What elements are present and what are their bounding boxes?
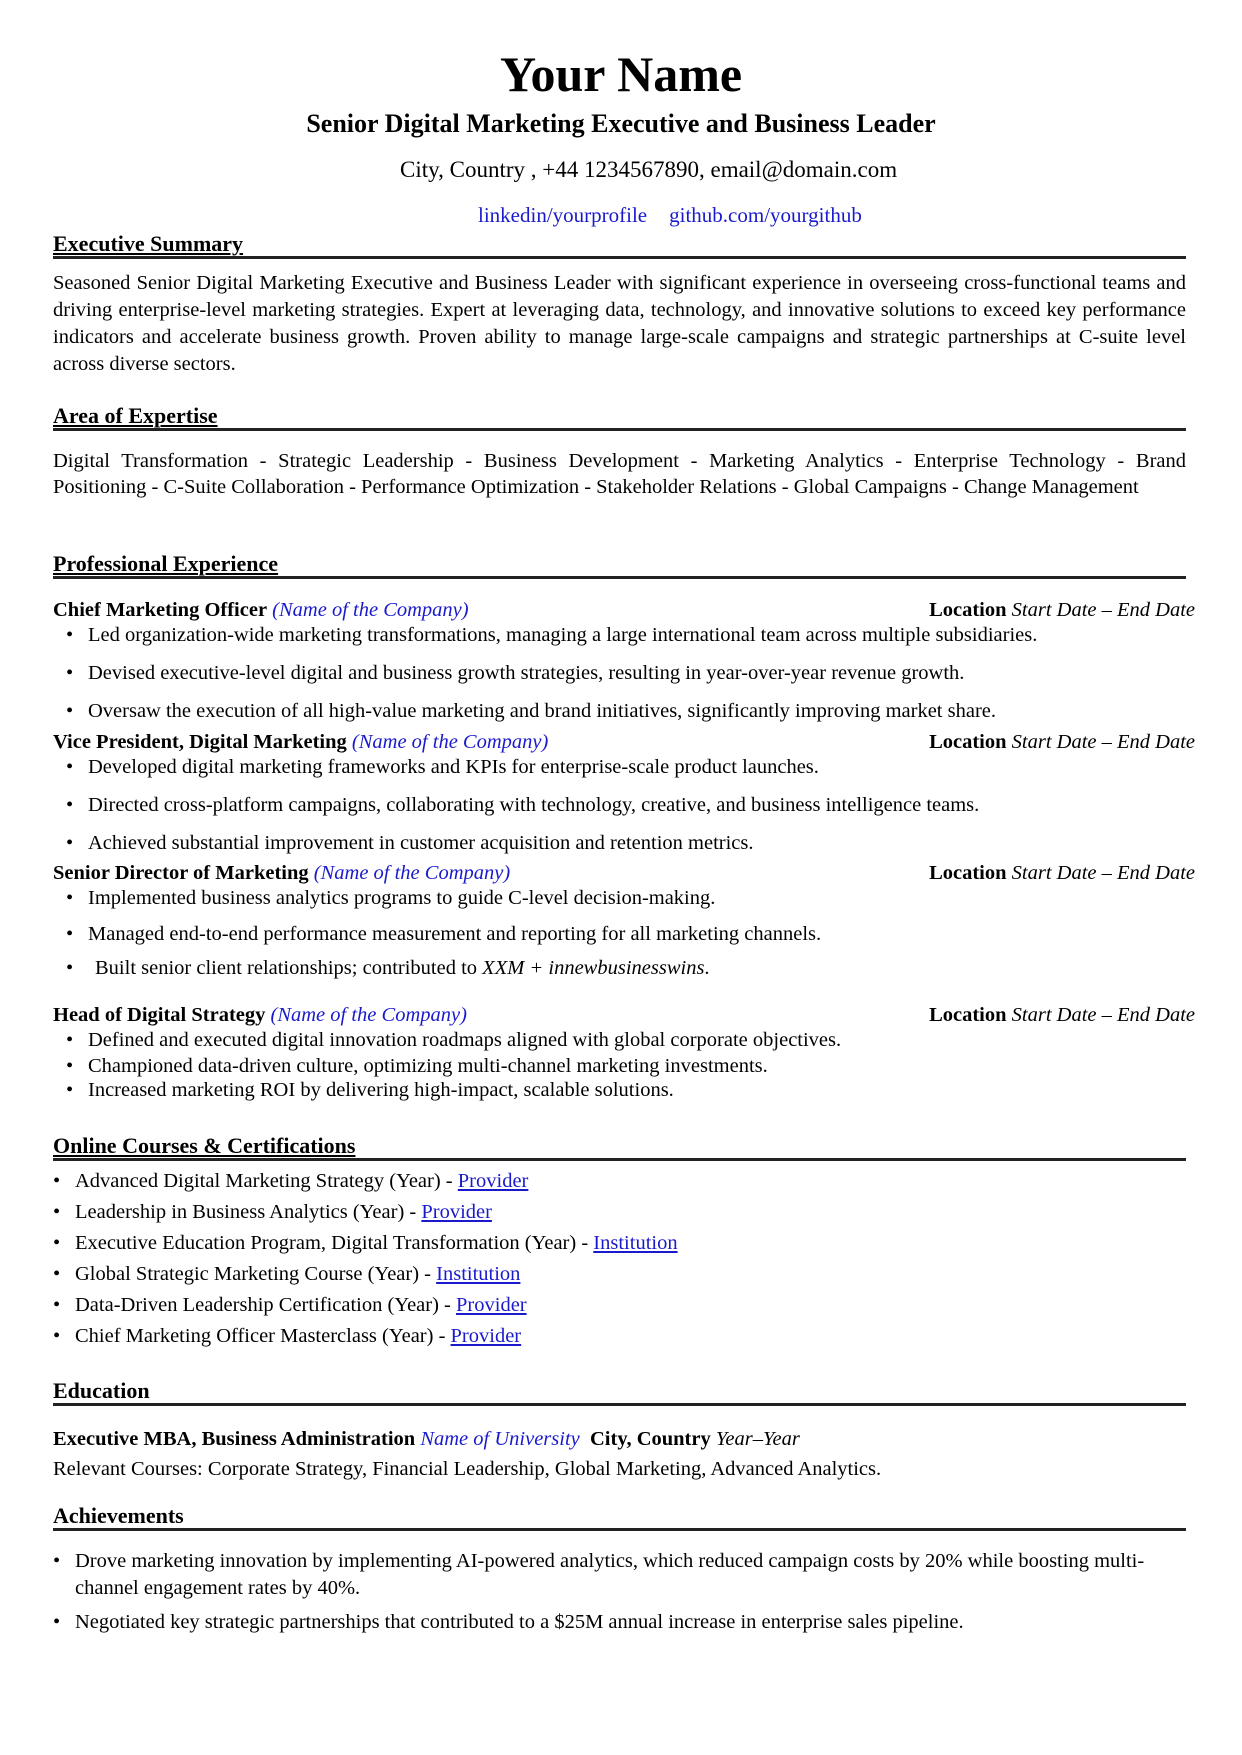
job-header: [53, 729, 1195, 755]
institution-link[interactable]: Institution: [436, 1263, 521, 1285]
resume-subtitle: Senior Digital Marketing Executive and Business Leader: [306, 109, 936, 138]
company-name: (Name of the Company): [270, 1004, 467, 1026]
education-entry: [53, 1425, 800, 1453]
education-location: City, Country: [590, 1428, 711, 1450]
job-bullet: • Developed digital marketing frameworks and KPIs for enterprise-scale product launches.: [66, 756, 819, 778]
job-bullet: • Devised executive-level digital and business growth strategies, resulting in year-over-year revenue growth.: [66, 662, 965, 684]
job-location: Location: [929, 731, 1007, 753]
job-dates: Start Date – End Date: [1011, 599, 1195, 621]
profile-links: [478, 202, 884, 228]
course-item: • Global Strategic Marketing Course (Year) - Institution: [53, 1263, 521, 1285]
course-item: • Data-Driven Leadership Certification (Year) - Provider: [53, 1294, 527, 1316]
job-title: Head of Digital Strategy: [53, 1004, 266, 1026]
job-dates: Start Date – End Date: [1011, 862, 1195, 884]
job-bullet: • Built senior client relationships; contributed to XXM + innewbusinesswins.: [66, 957, 710, 979]
contact-line: City, Country , +44 1234567890, email@domain.com: [400, 157, 898, 182]
course-item: • Leadership in Business Analytics (Year) - Provider: [53, 1201, 492, 1223]
course-item: • Advanced Digital Marketing Strategy (Year) - Provider: [53, 1170, 529, 1192]
linkedin-link[interactable]: linkedin/yourprofile: [478, 203, 648, 227]
job-title: Vice President, Digital Marketing: [53, 731, 347, 753]
company-name: (Name of the Company): [272, 599, 469, 621]
job-bullet: • Achieved substantial improvement in customer acquisition and retention metrics.: [66, 832, 754, 854]
job-bullet: • Directed cross-platform campaigns, collaborating with technology, creative, and business intelligence teams.: [66, 794, 980, 816]
provider-link[interactable]: Provider: [421, 1201, 492, 1223]
github-link[interactable]: github.com/yourgithub: [669, 203, 862, 227]
executive-summary-text: Seasoned Senior Digital Marketing Executive and Business Leader with significant experience in overseeing cross-functional teams and driving enterprise-level marketing strategies. Expert at leveraging data, technology, and innovative solutions to exceed key performance indicators and accelerate business growth. Proven ability to manage large-scale campaigns and strategic partnerships at C-suite level across diverse sectors.: [53, 272, 1186, 375]
job-bullet: • Led organization-wide marketing transformations, managing a large international team across multiple subsidiaries.: [66, 624, 1038, 646]
job-dates: Start Date – End Date: [1011, 731, 1195, 753]
job-bullet: • Championed data-driven culture, optimizing multi-channel marketing investments.: [66, 1055, 768, 1077]
provider-link[interactable]: Provider: [456, 1294, 527, 1316]
company-name: (Name of the Company): [351, 731, 549, 753]
job-header: [53, 597, 1195, 623]
job-bullet: • Managed end-to-end performance measurement and reporting for all marketing channels.: [66, 923, 822, 945]
job-title: Senior Director of Marketing: [53, 862, 309, 884]
job-location: Location: [929, 1004, 1007, 1026]
job-bullet: • Increased marketing ROI by delivering high-impact, scalable solutions.: [66, 1079, 674, 1101]
section-heading-education: Education: [53, 1379, 1186, 1406]
relevant-courses: Relevant Courses: Corporate Strategy, Financial Leadership, Global Marketing, Advanced Analytics.: [53, 1458, 882, 1480]
job-bullet: • Oversaw the execution of all high-value marketing and brand initiatives, significantly improving market share.: [66, 700, 996, 722]
job-location: Location: [929, 862, 1007, 884]
section-heading-summary: Executive Summary: [53, 232, 1186, 259]
degree: Executive MBA, Business Administration: [53, 1428, 416, 1450]
university-name: Name of University: [420, 1428, 580, 1450]
provider-link[interactable]: Provider: [457, 1170, 529, 1192]
job-header: [53, 1002, 1195, 1028]
institution-link[interactable]: Institution: [593, 1232, 678, 1254]
job-location: Location: [929, 599, 1007, 621]
company-name: (Name of the Company): [313, 862, 511, 884]
course-item: • Chief Marketing Officer Masterclass (Year) - Provider: [53, 1325, 522, 1347]
section-heading-experience: Professional Experience: [53, 552, 1186, 579]
job-bullet: • Implemented business analytics programs to guide C-level decision-making.: [66, 887, 716, 909]
section-heading-achievements: Achievements: [53, 1504, 1186, 1531]
resume-name: Your Name: [499, 46, 743, 102]
education-years: Year–Year: [715, 1428, 800, 1450]
course-item: • Executive Education Program, Digital Transformation (Year) - Institution: [53, 1232, 678, 1254]
achievement-item: • Negotiated key strategic partnerships that contributed to a $25M annual increase in enterprise sales pipeline.: [53, 1611, 964, 1633]
provider-link[interactable]: Provider: [450, 1325, 522, 1347]
job-header: [53, 860, 1195, 886]
job-bullet: • Defined and executed digital innovation roadmaps aligned with global corporate objectives.: [66, 1029, 842, 1051]
section-heading-expertise: Area of Expertise: [53, 404, 1186, 431]
job-dates: Start Date – End Date: [1011, 1004, 1195, 1026]
job-title: Chief Marketing Officer: [53, 599, 268, 621]
section-heading-courses: Online Courses & Certifications: [53, 1134, 1186, 1161]
expertise-list: Digital Transformation - Strategic Leadership - Business Development - Marketing Analytics - Enterprise Technology - Brand Positioning - C-Suite Collaboration - Performance Optimization - Stakeholder Relations - Global Campaigns - Change Management: [53, 450, 1186, 498]
achievement-item: • Drove marketing innovation by implementing AI-powered analytics, which reduced campaign costs by 20% while boosting multi-channel engagement rates by 40%.: [53, 1550, 1145, 1599]
